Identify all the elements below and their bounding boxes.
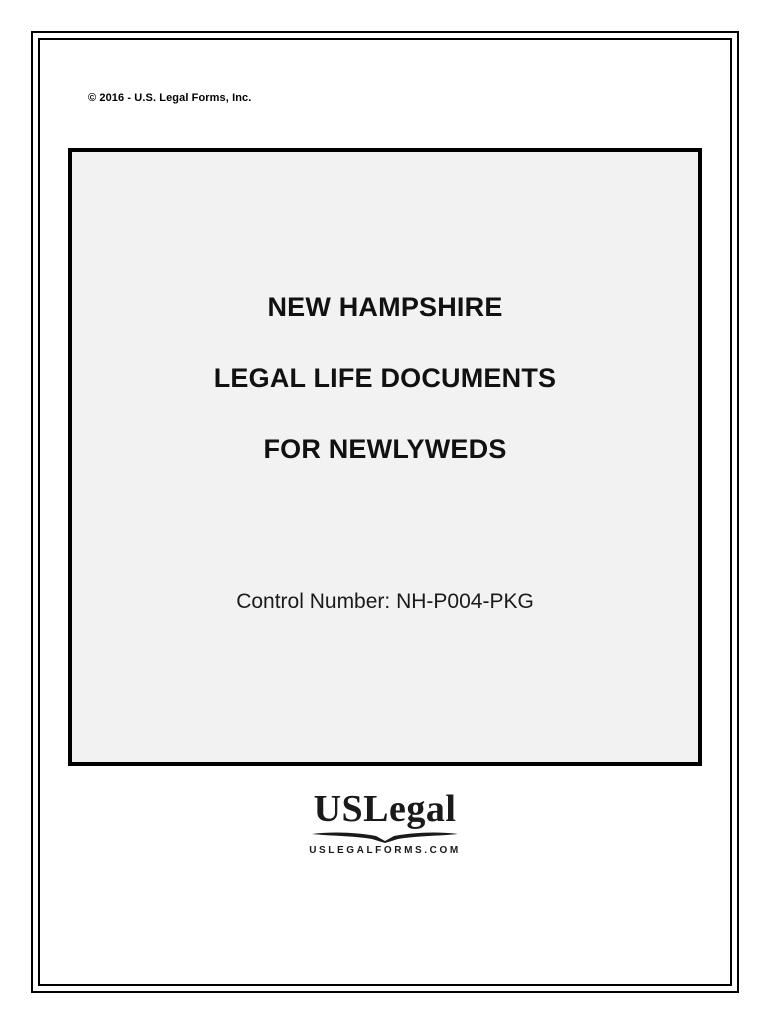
title-box <box>68 148 702 766</box>
logo-text-legal-rest: egal <box>389 788 457 830</box>
document-title <box>72 294 698 463</box>
control-number: Control Number: NH-P004-PKG <box>236 590 534 613</box>
copyright-notice: © 2016 - U.S. Legal Forms, Inc. <box>88 92 252 104</box>
uslegal-logo <box>50 790 720 856</box>
title-line-subject: LEGAL LIFE DOCUMENTS <box>213 363 557 393</box>
logo-text-legal-cap: L <box>363 788 389 830</box>
eagle-swoosh-icon <box>310 830 460 844</box>
page-content <box>50 50 720 974</box>
logo-wordmark <box>50 790 720 828</box>
title-line-audience: FOR NEWLYWEDS <box>263 434 507 464</box>
logo-text-us: US <box>313 788 364 830</box>
logo-subtitle: USLEGALFORMS.COM <box>309 845 461 856</box>
title-line-state: NEW HAMPSHIRE <box>267 292 503 322</box>
